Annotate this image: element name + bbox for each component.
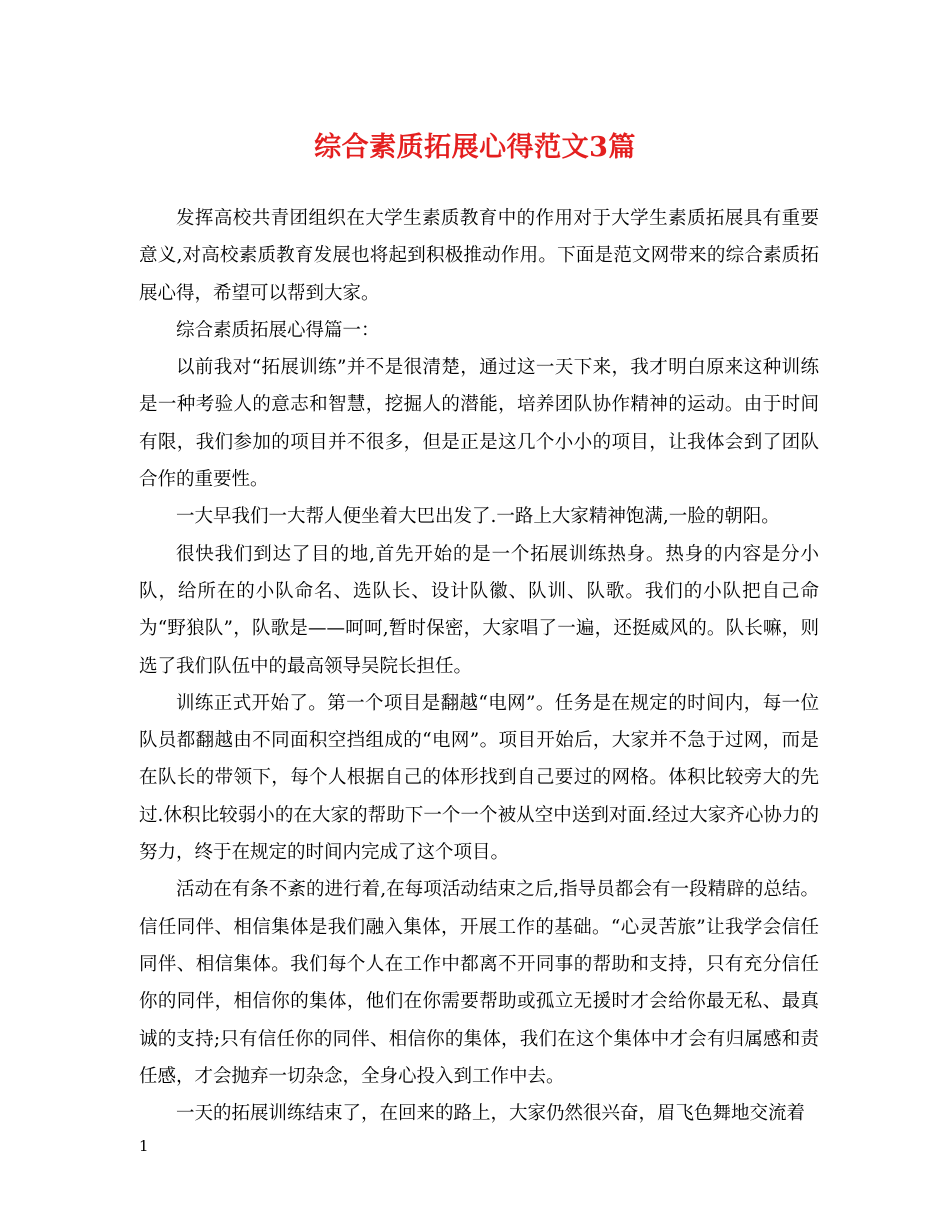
paragraph: 很快我们到达了目的地,首先开始的是一个拓展训练热身。热身的内容是分小队，给所在的小队命名、选队长、设计队徽、队训、队歌。我们的小队把自己命为“野狼队”，队歌是——呵呵,暂时保密，大家唱了一遍，还挺威风的。队长嘛，则选了我们队伍中的最高领导吴院长担任。 <box>139 543 819 677</box>
paragraph-intro: 发挥高校共青团组织在大学生素质教育中的作用对于大学生素质拓展具有重要意义,对高校素质教育发展也将起到积极推动作用。下面是范文网带来的综合素质拓展心得，希望可以帮到大家。 <box>139 208 819 304</box>
paragraph: 一天的拓展训练结束了，在回来的路上，大家仍然很兴奋，眉飞色舞地交流着 <box>176 1103 806 1125</box>
paragraph: 活动在有条不紊的进行着,在每项活动结束之后,指导员都会有一段精辟的总结。信任同伴、相信集体是我们融入集体，开展工作的基础。“心灵苦旅”让我学会信任同伴、相信集体。我们每个人在工作中都离不开同事的帮助和支持，只有充分信任你的同伴，相信你的集体，他们在你需要帮助或孤立无援时才会给你最无私、最真诚的支持;只有信任你的同伴、相信你的集体，我们在这个集体中才会有归属感和责任感，才会抛弃一切杂念，全身心投入到工作中去。 <box>139 879 819 1087</box>
paragraph: 以前我对“拓展训练”并不是很清楚，通过这一天下来，我才明白原来这种训练是一种考验人的意志和智慧，挖掘人的潜能，培养团队协作精神的运动。由于时间有限，我们参加的项目并不很多，但是正是这几个小小的项目，让我体会到了团队合作的重要性。 <box>139 357 819 491</box>
page-number: 1 <box>139 1137 149 1155</box>
paragraph-section-heading: 综合素质拓展心得篇一： <box>176 319 380 341</box>
document-body <box>139 200 819 1132</box>
document-title: 综合素质拓展心得范文3篇 <box>314 132 636 163</box>
paragraph: 训练正式开始了。第一个项目是翻越“电网”。任务是在规定的时间内，每一位队员都翻越由不同面积空挡组成的“电网”。项目开始后，大家并不急于过网，而是在队长的带领下，每个人根据自己的体形找到自己要过的网格。体积比较旁大的先过.休积比较弱小的在大家的帮助下一个一个被从空中送到对面.经过大家齐心协力的努力，终于在规定的时间内完成了这个项目。 <box>139 692 819 864</box>
paragraph: 一大早我们一大帮人便坐着大巴出发了.一路上大家精神饱满,一脸的朝阳。 <box>176 506 780 528</box>
